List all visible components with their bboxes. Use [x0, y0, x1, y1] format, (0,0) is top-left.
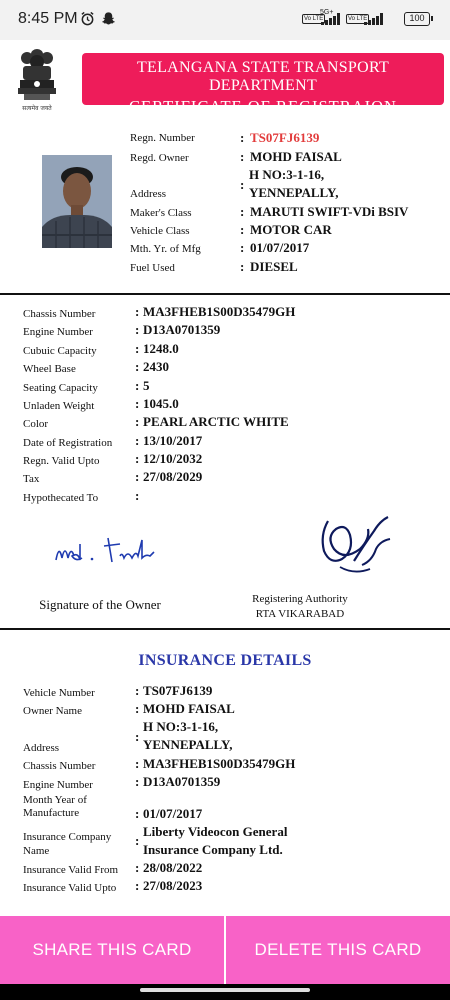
owner-photo — [42, 155, 112, 248]
mfg-value: 01/07/2017 — [250, 240, 310, 255]
makers-class-value: MARUTI SWIFT-VDi BSIV — [250, 204, 409, 219]
signal-strength-icon-sim2 — [364, 13, 383, 25]
engine-label: Engine Number — [23, 326, 93, 338]
ins-vehicle-number-label: Vehicle Number — [23, 687, 95, 699]
ins-vehicle-number-value: TS07FJ6139 — [143, 683, 213, 698]
address-label: Address — [130, 188, 167, 200]
seating-label: Seating Capacity — [23, 382, 98, 394]
unladen-value: 1045.0 — [143, 396, 179, 411]
regn-valid-label: Regn. Valid Upto — [23, 455, 100, 467]
ins-valid-from-value: 28/08/2022 — [143, 860, 203, 875]
chassis-value: MA3FHEB1S00D35479GH — [143, 304, 296, 319]
ins-company-value-line2: Insurance Company Ltd. — [143, 842, 283, 857]
ins-valid-upto-label: Insurance Valid Upto — [23, 882, 117, 894]
ins-valid-upto-value: 27/08/2023 — [143, 878, 203, 893]
owner-label: Regd. Owner — [130, 152, 189, 164]
ins-address-line2-value: YENNEPALLY, — [143, 737, 233, 752]
color-value: PEARL ARCTIC WHITE — [143, 414, 289, 429]
wheelbase-label: Wheel Base — [23, 363, 76, 375]
fuel-value: DIESEL — [250, 259, 298, 274]
certificate-title: CERTIFICATE OF REGISTRAION — [129, 97, 397, 116]
ins-address-line1-value: H NO:3-1-16, — [143, 719, 219, 734]
address-line2-value: YENNEPALLY, — [249, 185, 339, 200]
battery-icon: 100 — [404, 12, 430, 26]
status-bar — [0, 0, 450, 40]
section-divider — [0, 628, 450, 630]
emblem-caption: सत्यमेव जयते — [22, 105, 52, 112]
system-nav-bar — [0, 984, 450, 1000]
delete-card-button[interactable]: DELETE THIS CARD — [226, 916, 450, 984]
engine-value: D13A0701359 — [143, 322, 221, 337]
ins-company-label: Insurance Company Name — [23, 831, 112, 857]
ins-chassis-value: MA3FHEB1S00D35479GH — [143, 756, 296, 771]
owner-signature-caption: Signature of the Owner — [39, 597, 161, 612]
tax-value: 27/08/2029 — [143, 469, 203, 484]
network-type-label: 5G+ — [320, 9, 334, 16]
ins-company-value-line1: Liberty Videocon General — [143, 824, 288, 839]
status-time: 8:45 PM — [18, 10, 78, 27]
certificate-header — [0, 40, 450, 120]
vehicle-class-label: Vehicle Class — [130, 225, 190, 237]
fuel-label: Fuel Used — [130, 262, 175, 274]
insurance-title: INSURANCE DETAILS — [138, 652, 312, 669]
department-title-box — [82, 53, 444, 116]
vehicle-class-value: MOTOR CAR — [250, 222, 332, 237]
signal-strength-icon — [321, 13, 340, 25]
home-gesture-handle[interactable] — [140, 988, 310, 992]
national-emblem-icon — [14, 46, 60, 114]
regn-number-value: TS07FJ6139 — [250, 130, 320, 145]
color-label: Color — [23, 418, 49, 430]
hypothecated-label: Hypothecated To — [23, 492, 99, 504]
reg-date-label: Date of Registration — [23, 437, 113, 449]
ins-engine-label: Engine Number — [23, 779, 93, 791]
mfg-label: Mth. Yr. of Mfg — [130, 243, 201, 255]
authority-caption-office: RTA VIKARABAD — [255, 608, 345, 620]
makers-class-label: Maker's Class — [130, 207, 192, 219]
ins-chassis-label: Chassis Number — [23, 760, 96, 772]
regn-number-label: Regn. Number — [130, 132, 195, 144]
section-divider — [0, 293, 450, 295]
ins-owner-label: Owner Name — [23, 705, 82, 717]
capacity-value: 1248.0 — [143, 341, 179, 356]
ins-mfg-value: 01/07/2017 — [143, 806, 203, 821]
ins-mfg-label: Month Year of Manufacture — [23, 794, 87, 819]
share-card-button[interactable]: SHARE THIS CARD — [0, 916, 224, 984]
ins-engine-value: D13A0701359 — [143, 774, 221, 789]
volte-badge-sim2: Vo LTE — [348, 16, 368, 22]
tax-label: Tax — [23, 473, 40, 485]
ins-address-label: Address — [23, 742, 60, 754]
ins-owner-value: MOHD FAISAL — [143, 701, 235, 716]
authority-signature — [310, 505, 398, 589]
regn-valid-value: 12/10/2032 — [143, 451, 203, 466]
capacity-label: Cubuic Capacity — [23, 345, 97, 357]
address-line1-value: H NO:3-1-16, — [249, 167, 325, 182]
reg-date-value: 13/10/2017 — [143, 433, 203, 448]
wheelbase-value: 2430 — [143, 359, 169, 374]
owner-signature — [50, 506, 164, 588]
chassis-label: Chassis Number — [23, 308, 96, 320]
authority-caption — [230, 592, 370, 622]
unladen-label: Unladen Weight — [23, 400, 95, 412]
department-title: TELANGANA STATE TRANSPORT DEPARTMENT — [136, 59, 390, 94]
owner-value: MOHD FAISAL — [250, 149, 342, 164]
seating-value: 5 — [143, 378, 150, 393]
snapchat-icon — [101, 11, 116, 30]
authority-caption-title: Registering Authority — [252, 593, 348, 605]
ins-valid-from-label: Insurance Valid From — [23, 864, 119, 876]
volte-badge: Vo LTE — [304, 16, 324, 22]
alarm-icon — [80, 11, 95, 30]
